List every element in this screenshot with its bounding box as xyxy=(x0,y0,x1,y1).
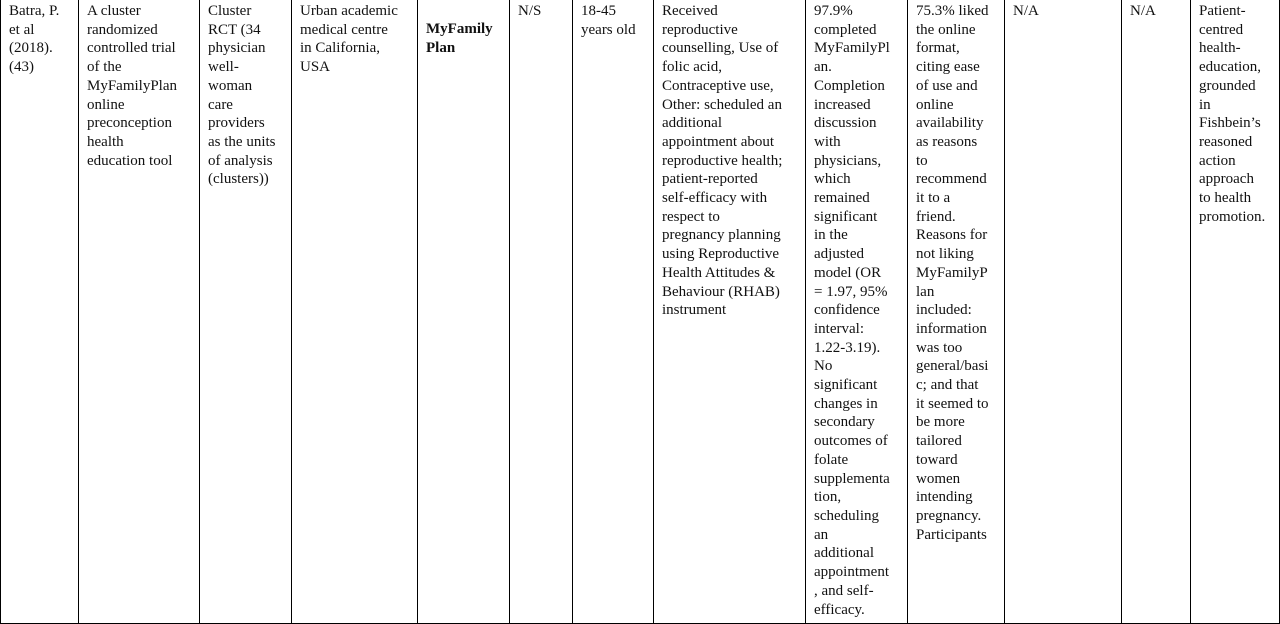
col11-value: N/A xyxy=(1013,3,1039,19)
col12-value: N/A xyxy=(1130,3,1156,19)
study-design-text: A cluster randomized controlled trial of the MyFamilyPlan online preconception health education tool xyxy=(87,3,178,169)
table-row xyxy=(1,0,1280,624)
cell-acceptability xyxy=(908,0,1005,624)
acceptability-text: 75.3% liked the online format, citing ease of use and online availability as reasons to recommend it to a friend. Reasons for not liking MyFamilyP lan included: information was too general/basi c; and that it seemed to be more tailored toward women intending pregnancy. Participants xyxy=(916,3,989,543)
setting-text: Urban academic medical centre in California, USA xyxy=(300,3,398,76)
intervention-name: MyFamily Plan xyxy=(426,21,493,56)
cell-col11 xyxy=(1005,0,1122,624)
cell-participants xyxy=(200,0,292,624)
results-text: 97.9% completed MyFamilyPl an. Completion increased discussion with physicians, which remained significant in the adjusted model (OR = 1.97, 95% confidence interval: 1.22-3.19). No significant changes in secondary outcomes of folate supplementa tion, scheduling an additional appointment , and self- efficacy. xyxy=(814,3,890,618)
outcomes-text: Received reproductive counselling, Use of folic acid, Contraceptive use, Other: scheduled an additional appointment about reproductive health; patient-reported self-efficacy with respect to pregnancy planning using Reproductive Health Attitudes & Behaviour (RHAB) instrument xyxy=(662,3,783,319)
cell-age xyxy=(573,0,654,624)
study-citation: Batra, P. et al (2018). (43) xyxy=(9,3,60,76)
cell-study xyxy=(1,0,79,624)
cell-setting xyxy=(292,0,418,624)
cell-theory xyxy=(1191,0,1280,624)
age-range-text: 18-45 years old xyxy=(581,3,636,38)
participants-text: Cluster RCT (34 physician well- woman care providers as the units of analysis (clusters)) xyxy=(208,3,276,188)
theory-text: Patient- centred health- education, grounded in Fishbein’s reasoned action approach to health promotion. xyxy=(1199,3,1266,225)
cell-intervention xyxy=(418,0,510,624)
cell-col6 xyxy=(510,0,573,624)
col6-value: N/S xyxy=(518,3,542,19)
cell-col12 xyxy=(1122,0,1191,624)
cell-design xyxy=(79,0,200,624)
cell-results xyxy=(806,0,908,624)
cell-outcomes xyxy=(654,0,806,624)
